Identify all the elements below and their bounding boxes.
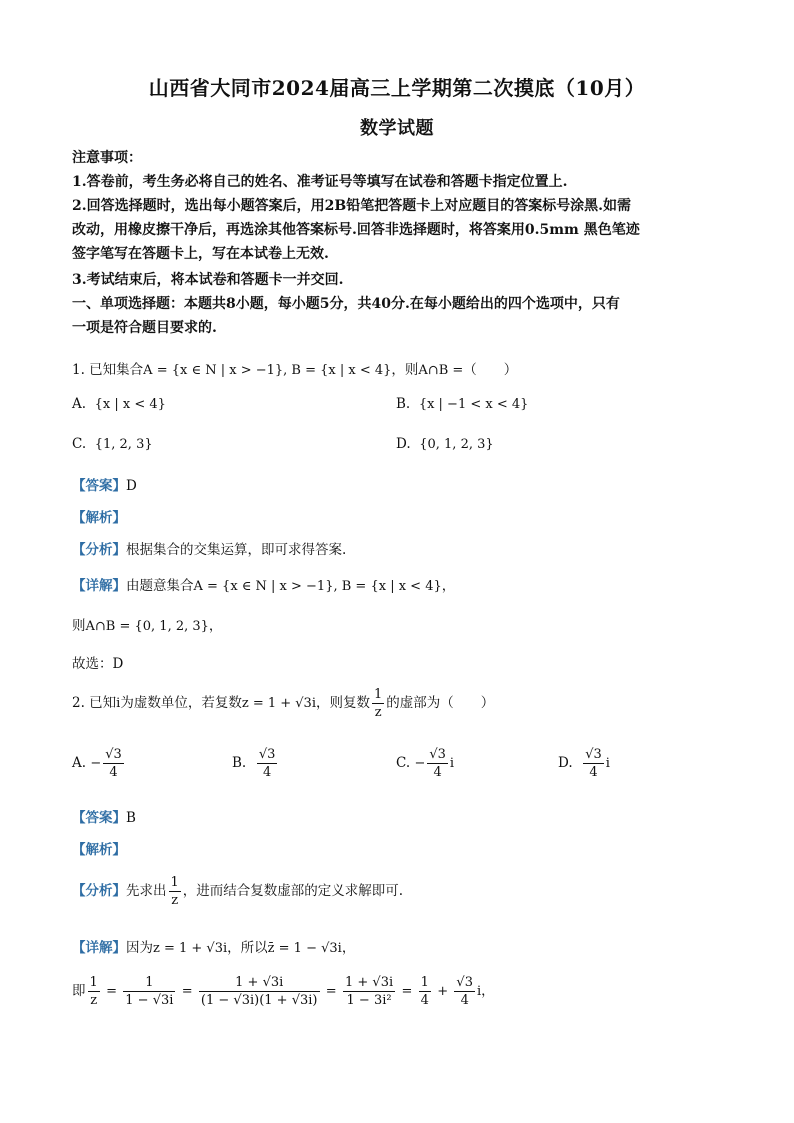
q2-option-b-num: √3 xyxy=(258,747,276,762)
q2-xiangjie-z: z = 1 + √3i xyxy=(153,941,228,956)
notice-heading: 注意事项： xyxy=(72,150,142,166)
q2-d5-den: 4 xyxy=(420,993,429,1008)
q2-option-c-num: √3 xyxy=(429,747,446,762)
q1-expr: A∩B = xyxy=(418,363,464,378)
q2-d1-num: 1 xyxy=(89,975,98,990)
notice-item-2-line-1: 2.回答选择题时，选出每小题答案后，用2B铅笔把答题卡上对应题目的答案标号涂黑.如需 xyxy=(72,198,632,214)
q2-option-d-den: 4 xyxy=(589,765,598,780)
q2-answer-tag: 【答案】 xyxy=(72,810,126,826)
q1-fenxi xyxy=(72,538,346,558)
q1-set-a: A = {x ∈ N | x > −1} xyxy=(143,363,284,378)
q1-choose: 故选：D xyxy=(72,656,124,672)
q2-option-b-den: 4 xyxy=(262,765,272,780)
q2-answer xyxy=(72,806,136,826)
q1-xiangjie-prefix: 由题意集合 xyxy=(126,578,194,594)
q2-stem-frac-den: z xyxy=(374,705,382,720)
q2-option-c-i: i xyxy=(449,756,455,771)
q2-fenxi-frac-den: z xyxy=(171,893,179,908)
q2-d3-num: 1 + √3i xyxy=(199,974,320,992)
q1-stem xyxy=(72,358,517,378)
notice-item-2-line-2: 改动，用橡皮擦干净后，再选涂其他答案标号.回答非选择题时，将答案用0.5mm 黑色笔迹 xyxy=(72,222,640,238)
q2-d2-num: 1 xyxy=(123,974,175,992)
q2-derivation-end: ， xyxy=(481,983,495,999)
q2-d1-den: z xyxy=(90,993,98,1008)
q2-derivation-plus: + xyxy=(437,984,449,999)
section-1-line-1: 一、单项选择题：本题共8小题，每小题5分，共40分.在每小题给出的四个选项中，只有 xyxy=(72,296,620,312)
q1-option-c-label: C. xyxy=(72,436,87,452)
q2-derivation-eq-1: = xyxy=(106,984,117,999)
q2-i: i xyxy=(116,696,121,711)
q2-derivation-frac-6 xyxy=(454,974,475,1009)
q1-option-c xyxy=(72,436,153,452)
q1-answer-value: D xyxy=(126,478,137,494)
page-subtitle: 数学试题 xyxy=(360,118,434,139)
q2-xiangjie-tag: 【详解】 xyxy=(72,940,126,956)
q2-d2-den: 1 − √3i xyxy=(125,993,174,1008)
q1-option-d-label: D. xyxy=(396,436,411,452)
q2-stem-mid-2: ，则复数 xyxy=(316,695,370,711)
q2-option-c-fraction xyxy=(427,746,448,781)
q2-fenxi-frac-num: 1 xyxy=(170,875,179,890)
q2-stem-suffix: 的虚部为（ ） xyxy=(386,695,495,711)
notice-item-3: 3.考试结束后，将本试卷和答题卡一并交回. xyxy=(72,272,344,288)
q2-d4-den: 1 − 3i² xyxy=(346,993,392,1008)
q2-d6-num: √3 xyxy=(456,975,473,990)
q2-option-a-den: 4 xyxy=(109,765,118,780)
q1-xiangjie-suffix: ， xyxy=(441,578,456,594)
q2-analysis-tag-text: 【解析】 xyxy=(72,842,126,858)
q2-option-a-label: A. xyxy=(72,755,87,771)
q2-option-a xyxy=(72,746,126,781)
q2-fenxi xyxy=(72,874,403,909)
q1-xiangjie-expr: A = {x ∈ N | x > −1}, B = {x | x < 4} xyxy=(193,579,442,594)
q1-xiangjie-tag: 【详解】 xyxy=(72,578,126,594)
q2-option-c-minus: − xyxy=(414,756,426,771)
q2-option-a-fraction xyxy=(103,746,124,781)
q2-xiangjie-mid: ，所以 xyxy=(227,940,268,956)
q2-d5-num: 1 xyxy=(420,975,429,990)
q2-option-d-i: i xyxy=(605,756,610,771)
q2-derivation-eq-3: = xyxy=(325,984,337,999)
q2-derivation-frac-5 xyxy=(419,974,431,1009)
q1-then xyxy=(72,614,222,634)
q2-xiangjie-zbar: z̄ = 1 − √3i xyxy=(267,941,342,956)
q1-stem-suffix: ，则 xyxy=(391,362,419,378)
q2-stem-prefix: 2. 已知 xyxy=(72,695,117,711)
q1-xiangjie xyxy=(72,574,455,594)
q1-then-expr: A∩B = {0, 1, 2, 3} xyxy=(85,619,209,634)
q1-option-b-text: {x | −1 < x < 4} xyxy=(418,397,529,412)
q1-option-b-label: B. xyxy=(396,396,411,412)
q2-d4-num: 1 + √3i xyxy=(345,975,394,990)
q2-derivation xyxy=(72,974,495,1009)
section-1-line-2: 一项是符合题目要求的. xyxy=(72,320,217,336)
q2-d3-den: (1 − √3i)(1 + √3i) xyxy=(200,993,318,1008)
q2-derivation-frac-2 xyxy=(123,974,175,1009)
notice-item-1: 1.答卷前，考生务必将自己的姓名、准考证号等填写在试卷和答题卡指定位置上. xyxy=(72,174,568,190)
q1-answer xyxy=(72,474,137,494)
q2-option-c xyxy=(396,746,454,781)
q2-analysis-tag xyxy=(72,838,126,858)
q1-stem-prefix: 1. 已知集合 xyxy=(72,362,144,378)
q2-option-d-label: D. xyxy=(558,755,573,771)
q1-option-c-text: {1, 2, 3} xyxy=(94,437,153,452)
notice-item-2-line-3: 签字笔写在答题卡上，写在本试卷上无效. xyxy=(72,246,329,262)
q2-option-d-num: √3 xyxy=(585,747,602,762)
q2-option-d-fraction xyxy=(583,746,604,781)
q1-analysis-tag xyxy=(72,506,126,526)
q2-derivation-eq-2: = xyxy=(181,984,193,999)
q2-option-c-label: C. xyxy=(396,755,411,771)
q2-fenxi-suffix: ，进而结合复数虚部的定义求解即可. xyxy=(182,883,404,899)
q2-stem-fraction xyxy=(372,686,384,721)
q2-derivation-i: i xyxy=(476,984,482,999)
q2-derivation-frac-1 xyxy=(88,974,100,1009)
q1-fenxi-text: 根据集合的交集运算，即可求得答案. xyxy=(126,542,347,558)
q2-fenxi-prefix: 先求出 xyxy=(126,883,167,899)
q2-fenxi-tag: 【分析】 xyxy=(72,883,126,899)
q1-option-d-text: {0, 1, 2, 3} xyxy=(419,437,494,452)
q2-option-d xyxy=(558,746,610,781)
q2-option-b-fraction xyxy=(257,746,278,781)
q2-xiangjie-prefix: 因为 xyxy=(126,940,153,956)
q1-option-d xyxy=(396,436,494,452)
q2-option-b-label: B. xyxy=(232,755,247,771)
q1-answer-tag: 【答案】 xyxy=(72,478,126,494)
q2-option-b xyxy=(232,746,279,781)
q1-option-a-text: {x | x < 4} xyxy=(94,397,166,412)
q1-option-a xyxy=(72,396,166,412)
q1-paren: （ ） xyxy=(463,362,518,378)
page-title: 山西省大同市2024届高三上学期第二次摸底（10月） xyxy=(148,76,646,100)
q2-stem xyxy=(72,686,494,721)
q1-option-a-label: A. xyxy=(72,396,87,412)
q1-then-prefix: 则 xyxy=(72,618,86,634)
q1-fenxi-tag: 【分析】 xyxy=(72,542,126,558)
q2-derivation-eq-4: = xyxy=(401,984,413,999)
q2-option-a-num: √3 xyxy=(105,747,122,762)
q1-option-b xyxy=(396,396,528,412)
q2-d6-den: 4 xyxy=(460,993,469,1008)
q2-derivation-frac-3 xyxy=(199,974,320,1009)
q1-then-suffix: ， xyxy=(208,618,223,634)
q2-z-expr: z = 1 + √3i xyxy=(241,696,316,711)
q2-stem-mid-1: 为虚数单位，若复数 xyxy=(120,695,242,711)
q2-option-a-minus: − xyxy=(90,756,102,771)
q2-xiangjie xyxy=(72,936,355,956)
q1-analysis-tag-text: 【解析】 xyxy=(72,510,126,526)
q2-fenxi-fraction xyxy=(169,874,181,909)
q2-option-c-den: 4 xyxy=(433,765,442,780)
q2-answer-value: B xyxy=(126,810,136,826)
q2-derivation-frac-4 xyxy=(343,974,395,1009)
q1-set-b: , B = {x | x < 4} xyxy=(283,363,392,378)
q2-xiangjie-suffix: ， xyxy=(341,940,356,956)
q2-stem-frac-num: 1 xyxy=(374,687,383,702)
q2-derivation-ji: 即 xyxy=(72,983,86,999)
